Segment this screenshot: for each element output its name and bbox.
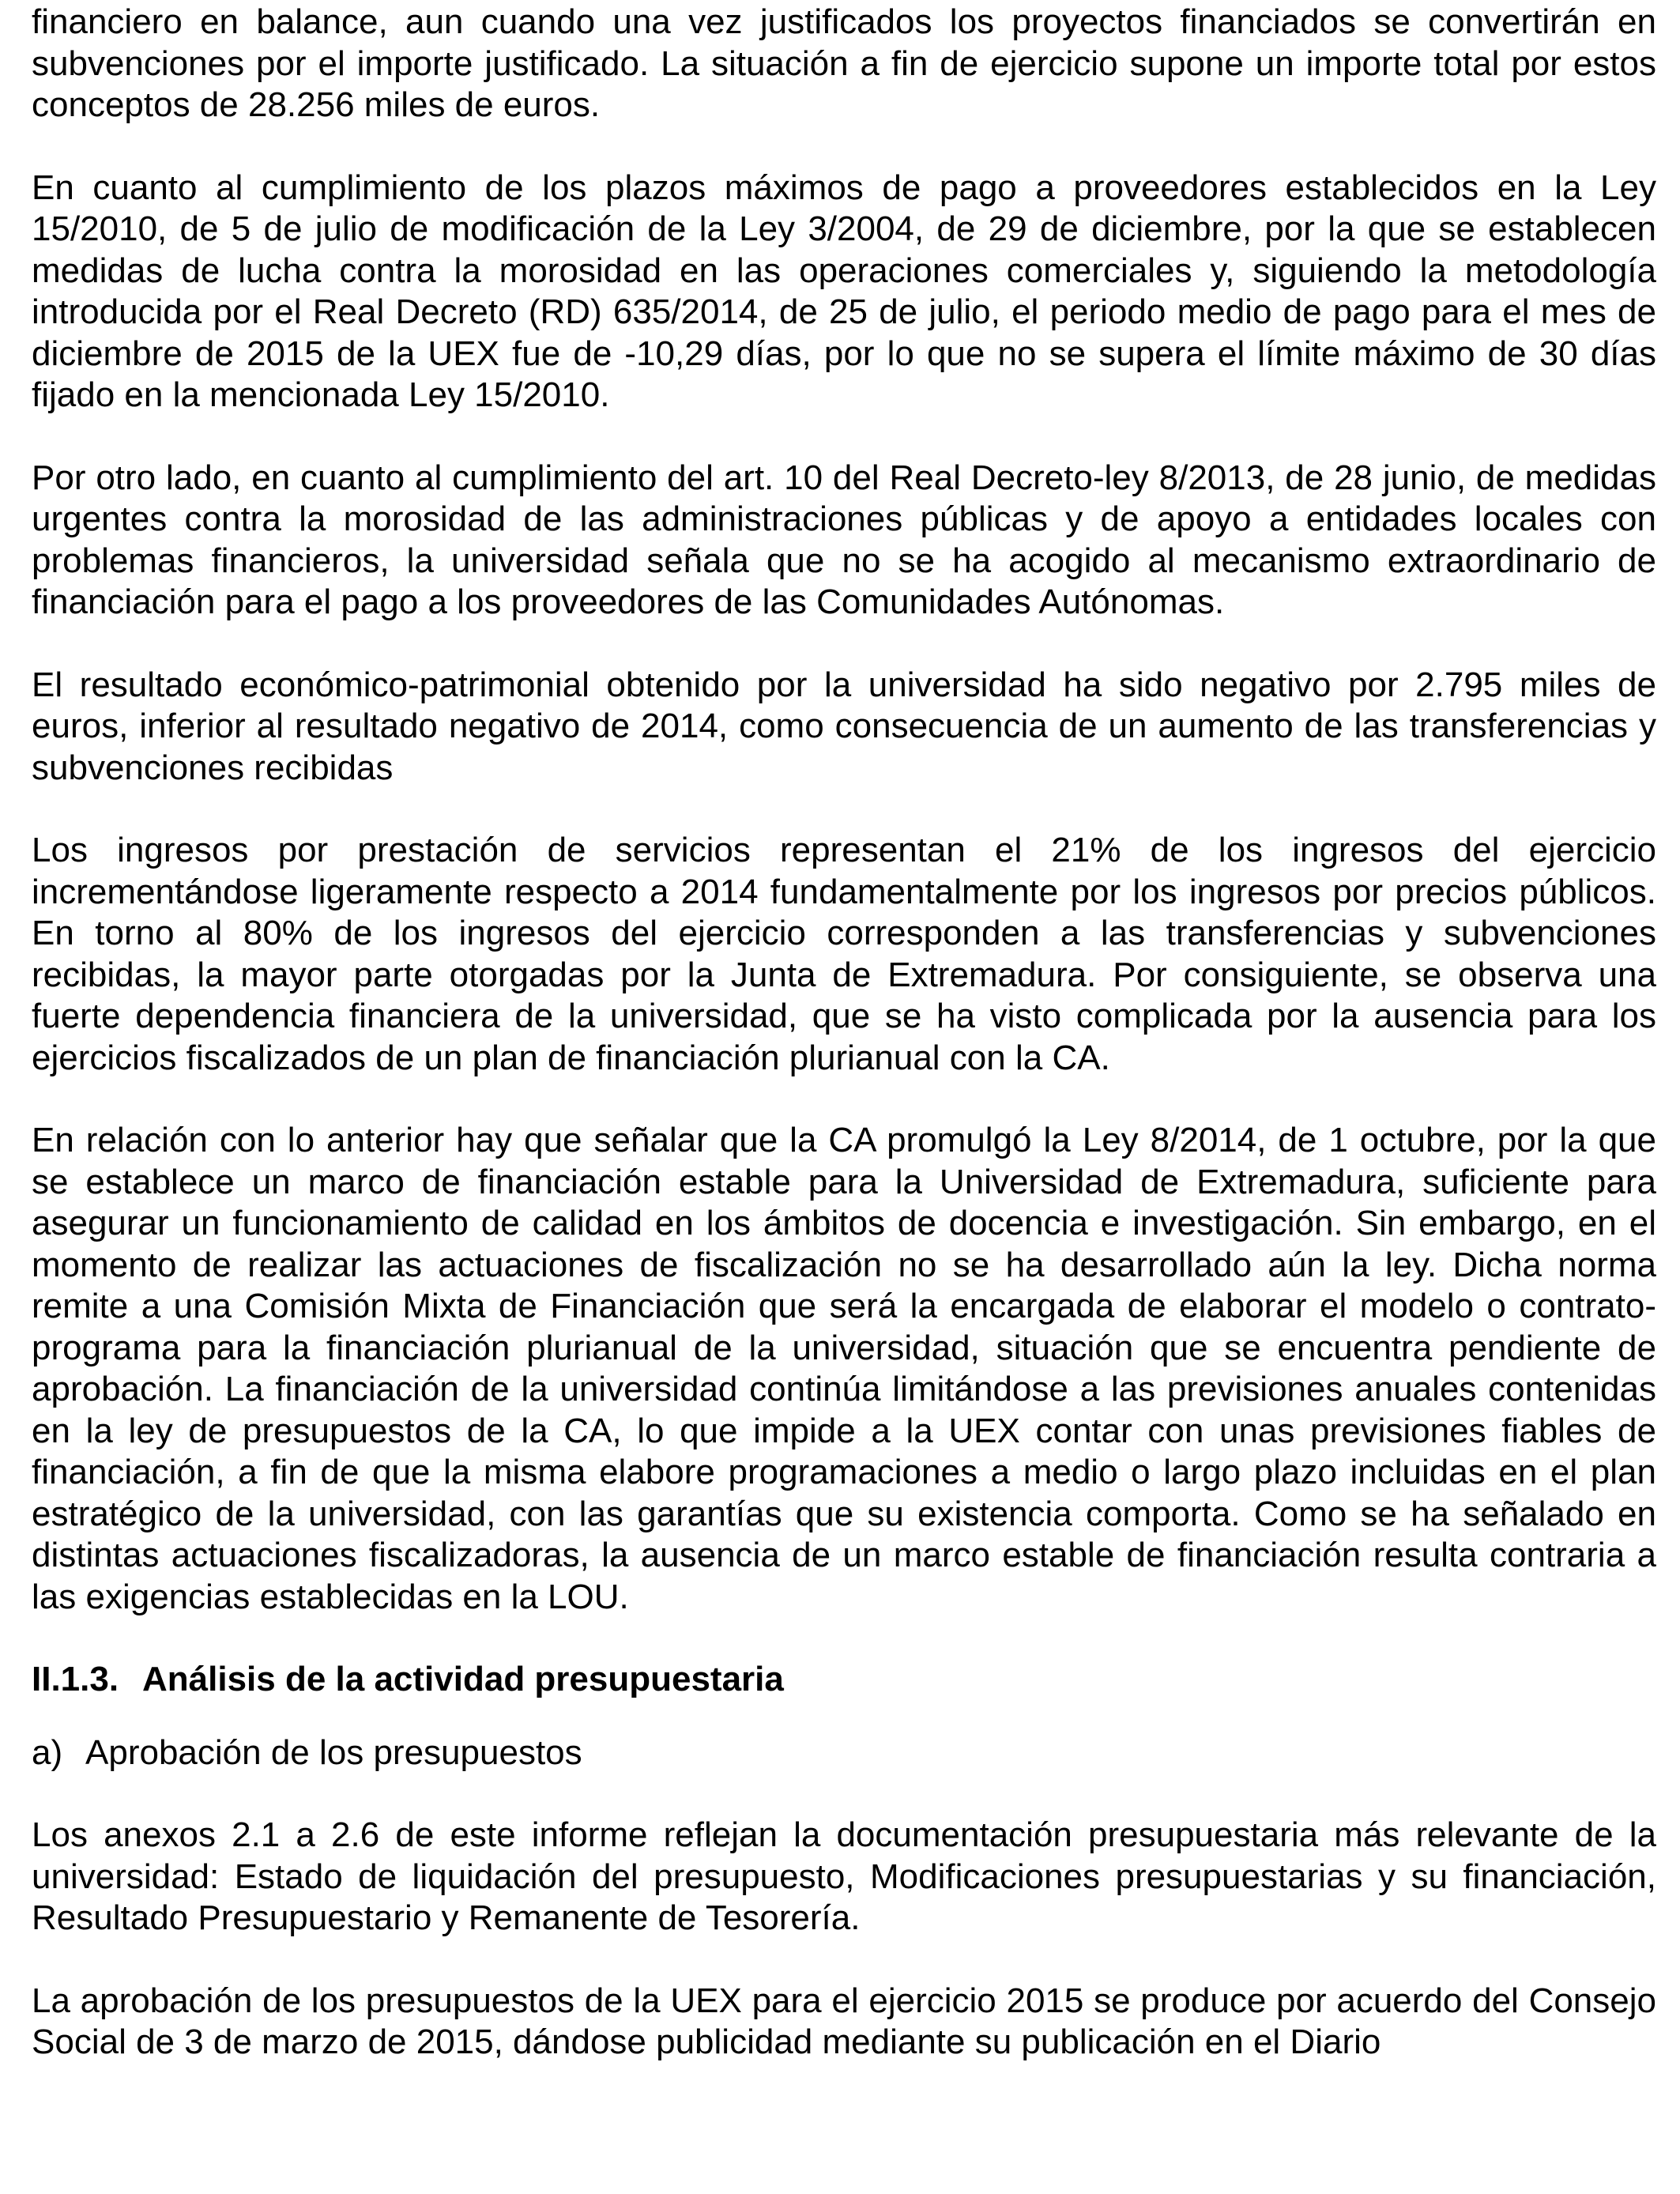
paragraph-economic-result: El resultado económico-patrimonial obtenido por la universidad ha sido negativo por 2.795 miles de euros, inferior al resultado negativo de 2014, como consecuencia de un aumento de las transferencias y subvenciones recibidas — [32, 665, 1656, 787]
subsection-title: Aprobación de los presupuestos — [85, 1732, 582, 1772]
paragraph-royal-decree: Por otro lado, en cuanto al cumplimiento del art. 10 del Real Decreto-ley 8/2013, de 28 junio, de medidas urgentes contra la morosidad de las administraciones públicas y de apoyo a entidades locales con problemas financieros, la universidad señala que no se ha acogido al mecanismo extraordinario de financiación para el pago a los proveedores de las Comunidades Autónomas. — [32, 458, 1656, 621]
section-title: Análisis de la actividad presupuestaria — [142, 1660, 784, 1698]
section-number: II.1.3. — [32, 1660, 119, 1698]
paragraph-annexes: Los anexos 2.1 a 2.6 de este informe reflejan la documentación presupuestaria más relevante de la universidad: Estado de liquidación del presupuesto, Modificaciones presupuestarias y su financiación, Resultado Presupuestario y Remanente de Tesorería. — [32, 1815, 1656, 1937]
paragraph-payment-terms: En cuanto al cumplimiento de los plazos máximos de pago a proveedores establecidos en la Ley 15/2010, de 5 de julio de modificación de la Ley 3/2004, de 29 de diciembre, por la que se establecen medidas de lucha contra la morosidad en las operaciones comerciales y, siguiendo la metodología introducida por el Real Decreto (RD) 635/2014, de 25 de julio, el periodo medio de pago para el mes de diciembre de 2015 de la UEX fue de -10,29 días, por lo que no se supera el límite máximo de 30 días fijado en la mencionada Ley 15/2010. — [32, 168, 1656, 414]
paragraph-income-services: Los ingresos por prestación de servicios representan el 21% de los ingresos del ejercicio incrementándose ligeramente respecto a 2014 fundamentalmente por los ingresos por precios públicos. En torno al 80% de los ingresos del ejercicio corresponden a las transferencias y subvenciones recibidas, la mayor parte otorgadas por la Junta de Extremadura. Por consiguiente, se observa una fuerte dependencia financiera de la universidad, que se ha visto complicada por la ausencia para los ejercicios fiscalizados de un plan de financiación plurianual con la CA. — [32, 831, 1656, 1077]
subsection-heading — [32, 1732, 1656, 1774]
document-page — [32, 2, 1656, 2064]
subsection-letter: a) — [32, 1732, 63, 1772]
section-heading — [32, 1659, 1656, 1701]
paragraph-financing-law: En relación con lo anterior hay que señalar que la CA promulgó la Ley 8/2014, de 1 octubre, por la que se establece un marco de financiación estable para la Universidad de Extremadura, suficiente para asegurar un funcionamiento de calidad en los ámbitos de docencia e investigación. Sin embargo, en el momento de realizar las actuaciones de fiscalización no se ha desarrollado aún la ley. Dicha norma remite a una Comisión Mixta de Financiación que será la encargada de elaborar el modelo o contrato-programa para la financiación plurianual de la universidad, situación que se encuentra pendiente de aprobación. La financiación de la universidad continúa limitándose a las previsiones anuales contenidas en la ley de presupuestos de la CA, lo que impide a la UEX contar con unas previsiones fiables de financiación, a fin de que la misma elabore programaciones a medio o largo plazo incluidas en el plan estratégico de la universidad, con las garantías que su existencia comporta. Como se ha señalado en distintas actuaciones fiscalizadoras, la ausencia de un marco estable de financiación resulta contraria a las exigencias establecidas en la LOU. — [32, 1121, 1656, 1616]
paragraph-budget-approval: La aprobación de los presupuestos de la UEX para el ejercicio 2015 se produce por acuerdo del Consejo Social de 3 de marzo de 2015, dándose publicidad mediante su publicación en el Diario — [32, 1981, 1656, 2061]
paragraph-subsidies-balance: financiero en balance, aun cuando una vez justificados los proyectos financiados se convertirán en subvenciones por el importe justificado. La situación a fin de ejercicio supone un importe total por estos conceptos de 28.256 miles de euros. — [32, 2, 1656, 124]
